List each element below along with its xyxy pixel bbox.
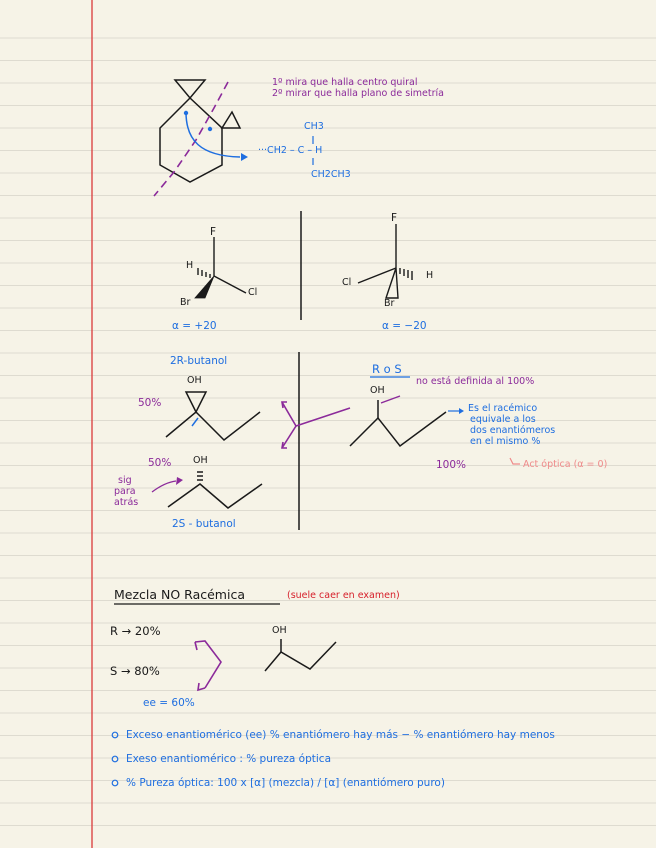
sig-note-line1: sig bbox=[118, 475, 132, 486]
substituent-chain: ···CH2 – C – H bbox=[258, 145, 323, 156]
ee-value: ee = 60% bbox=[143, 697, 195, 709]
butanol-undefined-skeleton bbox=[350, 400, 446, 446]
butanol-2s-label: 2S - butanol bbox=[172, 518, 236, 530]
chiral-marker bbox=[208, 127, 212, 131]
bullet-ee-purity: Exeso enantiomérico : % pureza óptica bbox=[126, 753, 332, 765]
tetrahedral-right bbox=[358, 224, 412, 298]
spiro-molecule-drawing bbox=[160, 80, 240, 182]
butanol-2s-oh: OH bbox=[193, 455, 208, 466]
racemic-bracket-arrow bbox=[282, 402, 350, 448]
butanol-2r-label: 2R-butanol bbox=[170, 355, 228, 367]
fischer-left-top: F bbox=[210, 226, 217, 238]
not-defined-note: no está definida al 100% bbox=[416, 376, 535, 387]
r-or-s-label: R o S bbox=[372, 362, 402, 376]
fischer-left-left: H bbox=[186, 260, 194, 271]
bullet-optical-purity: % Pureza óptica: 100 x [α] (mezcla) / [α] (enantiómero puro) bbox=[126, 777, 445, 789]
sig-note-line3: atrás bbox=[114, 497, 139, 508]
step-1-note: 1º mira que halla centro quiral bbox=[272, 77, 418, 88]
fischer-right-top: F bbox=[391, 212, 398, 224]
tetrahedral-left bbox=[195, 237, 246, 298]
racemic-note-1: Es el racémico bbox=[468, 403, 538, 414]
fischer-left-right: Cl bbox=[248, 287, 258, 298]
bullet-point bbox=[112, 732, 118, 738]
butanol-2r-oh: OH bbox=[187, 375, 202, 386]
racemic-note-3: dos enantiómeros bbox=[470, 425, 556, 436]
sig-arrow bbox=[152, 481, 176, 492]
s-percent: S → 80% bbox=[110, 664, 160, 678]
butanol-2r-skeleton bbox=[166, 392, 260, 440]
mixture-oh: OH bbox=[272, 625, 287, 636]
substituent-ch3: CH3 bbox=[304, 121, 324, 132]
fischer-left-bottom: Br bbox=[180, 297, 191, 308]
substituent-ch2ch3: CH2CH3 bbox=[311, 169, 351, 180]
racemic-note-2: equivale a los bbox=[470, 414, 536, 425]
activity-pointer bbox=[510, 458, 520, 464]
racemic-pointer-head bbox=[459, 408, 464, 414]
ruled-lines bbox=[0, 38, 656, 826]
wavy-bond bbox=[381, 396, 400, 403]
mixture-butanol-skeleton bbox=[265, 642, 336, 671]
percent-100: 100% bbox=[436, 459, 467, 471]
mixture-title: Mezcla NO Racémica bbox=[114, 587, 245, 602]
fischer-right-left: Cl bbox=[342, 277, 352, 288]
fischer-left-alpha: α = +20 bbox=[172, 320, 217, 332]
step-2-note: 2º mirar que halla plano de simetría bbox=[272, 88, 444, 99]
mixture-arrow bbox=[195, 641, 221, 690]
spiro-arrow-head bbox=[241, 153, 248, 161]
bullet-ee-definition: Exceso enantiomérico (ee) % enantiómero hay más − % enantiómero hay menos bbox=[126, 729, 555, 741]
bullet-point bbox=[112, 780, 118, 786]
fischer-right-right: H bbox=[426, 270, 434, 281]
sig-arrow-head bbox=[176, 477, 183, 485]
chiral-marker bbox=[184, 111, 188, 115]
exam-note: (suele caer en examen) bbox=[287, 590, 400, 601]
fischer-right-bottom: Br bbox=[384, 298, 395, 309]
butanol-2s-skeleton bbox=[168, 472, 262, 508]
bullet-point bbox=[112, 756, 118, 762]
racemic-note-4: en el mismo % bbox=[470, 436, 541, 447]
sig-note-line2: para bbox=[114, 486, 136, 497]
percent-50-top: 50% bbox=[138, 397, 162, 409]
r-percent: R → 20% bbox=[110, 624, 161, 638]
butanol-undefined-oh: OH bbox=[370, 385, 385, 396]
percent-50-bottom: 50% bbox=[148, 457, 172, 469]
r-arrow-mark bbox=[192, 418, 198, 426]
fischer-right-alpha: α = −20 bbox=[382, 320, 427, 332]
optical-activity-note: Act óptica (α = 0) bbox=[523, 459, 608, 470]
